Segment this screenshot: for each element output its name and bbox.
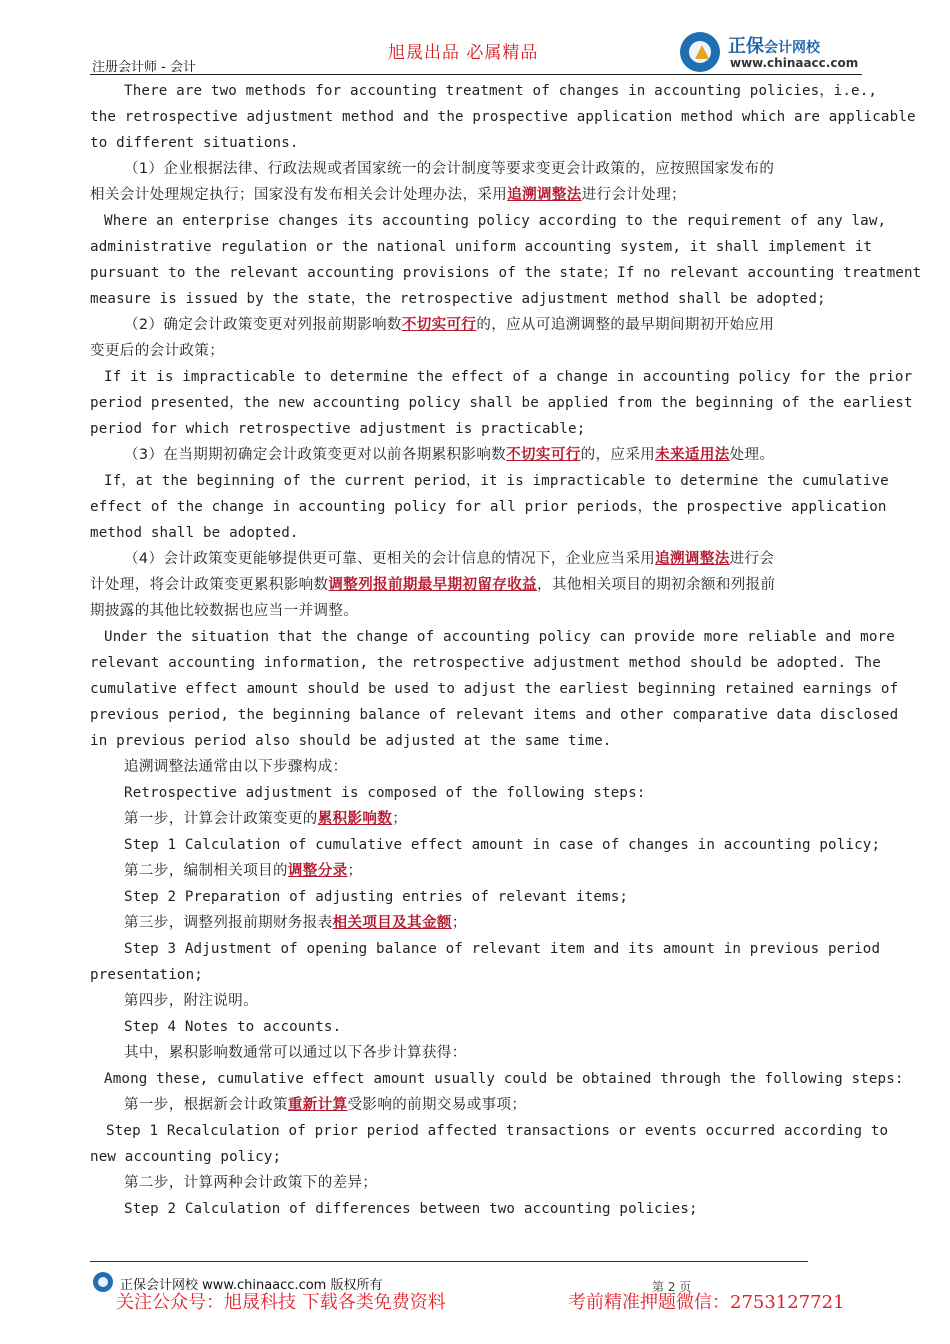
document-body [90, 78, 922, 1222]
highlight-term: 追溯调整法 [507, 187, 582, 203]
text-line: presentation; [90, 967, 203, 983]
text-line: Step 2 Preparation of adjusting entries of relevant items; [124, 889, 629, 905]
text-line: Among these, cumulative effect amount usually could be obtained through the following steps: [104, 1071, 904, 1087]
text-line: Step 3 Adjustment of opening balance of relevant item and its amount in previous period [124, 941, 881, 957]
header-slogan: 旭晟出品 必属精品 [388, 43, 539, 63]
text-line: 第一步，计算会计政策变更的累积影响数； [124, 811, 408, 827]
footer-logo-icon [93, 1272, 113, 1292]
highlight-term: 累积影响数 [317, 811, 393, 827]
text-line: Step 4 Notes to accounts. [124, 1019, 342, 1035]
highlight-term: 重新计算 [287, 1097, 348, 1113]
text-line: the retrospective adjustment method and the prospective application method which are applicable [90, 109, 916, 125]
footer-divider [90, 1261, 808, 1262]
text-line: cumulative effect amount should be used to adjust the earliest beginning retained earnings of [90, 681, 899, 697]
logo-emblem-icon [680, 32, 720, 72]
highlight-term: 未来适用法 [655, 447, 730, 463]
text-line: There are two methods for accounting treatment of changes in accounting policies，i.e., [124, 83, 878, 99]
text-line: previous period, the beginning balance of relevant items and other comparative data disclosed [90, 707, 899, 723]
text-line: to different situations. [90, 135, 299, 151]
logo-title: 正保会计网校 [728, 36, 820, 57]
text-line: If it is impracticable to determine the effect of a change in accounting policy for the prior [104, 369, 913, 385]
highlight-term: 不切实可行 [401, 317, 477, 333]
highlight-term: 调整分录 [287, 863, 348, 879]
header-divider [90, 74, 862, 75]
text-line: 第二步，计算两种会计政策下的差异； [124, 1175, 378, 1191]
text-line: Step 2 Calculation of differences between two accounting policies; [124, 1201, 698, 1217]
promo-wechat-contact: 考前精准押题微信：2753127721 [568, 1292, 845, 1313]
text-line: method shall be adopted. [90, 525, 299, 541]
text-line: 第三步，调整列报前期财务报表相关项目及其金额； [124, 915, 467, 931]
text-line: Retrospective adjustment is composed of the following steps: [124, 785, 646, 801]
text-line: Under the situation that the change of accounting policy can provide more reliable and more [104, 629, 895, 645]
highlight-term: 不切实可行 [506, 447, 581, 463]
promo-wechat-account: 关注公众号：旭晟科技 下载各类免费资料 [116, 1292, 446, 1313]
text-line: （2）确定会计政策变更对列报前期影响数不切实可行的，应从可追溯调整的最早期间期初开始应用 [124, 317, 775, 333]
text-line: period for which retrospective adjustment is practicable; [90, 421, 586, 437]
text-line: period presented，the new accounting policy shall be applied from the beginning of the earliest [90, 395, 913, 411]
page-number: 第 2 页 [652, 1280, 692, 1294]
text-line: If，at the beginning of the current period，it is impracticable to determine the cumulative [104, 473, 889, 489]
footer-copyright: 正保会计网校 www.chinaacc.com 版权所有 [120, 1278, 383, 1293]
text-line: pursuant to the relevant accounting provisions of the state；If no relevant accounting treatment [90, 265, 922, 281]
header-course-title: 注册会计师 - 会计 [92, 60, 196, 75]
text-line: effect of the change in accounting policy for all prior periods，the prospective application [90, 499, 887, 515]
text-line: （3）在当期期初确定会计政策变更对以前各期累积影响数不切实可行的，应采用未来适用法处理。 [124, 447, 775, 463]
text-line: 相关会计处理规定执行；国家没有发布相关会计处理办法，采用追溯调整法进行会计处理； [90, 187, 687, 203]
text-line: Where an enterprise changes its accounting policy according to the requirement of any law, [104, 213, 887, 229]
text-line: in previous period also should be adjusted at the same time. [90, 733, 612, 749]
text-line: Step 1 Calculation of cumulative effect amount in case of changes in accounting policy; [124, 837, 881, 853]
highlight-term: 追溯调整法 [655, 551, 730, 567]
chinaacc-logo [680, 30, 860, 76]
text-line: measure is issued by the state，the retrospective adjustment method shall be adopted; [90, 291, 826, 307]
text-line: 第二步，编制相关项目的调整分录； [124, 863, 363, 879]
text-line: （4）会计政策变更能够提供更可靠、更相关的会计信息的情况下，企业应当采用追溯调整法进行会 [124, 551, 775, 567]
text-line: 计处理，将会计政策变更累积影响数调整列报前期最早期初留存收益，其他相关项目的期初余额和列报前 [90, 577, 776, 593]
text-line: relevant accounting information, the retrospective adjustment method should be adopted. The [90, 655, 881, 671]
text-line: 第四步，附注说明。 [124, 993, 259, 1009]
highlight-term: 相关项目及其金额 [332, 915, 452, 931]
highlight-term: 调整列报前期最早期初留存收益 [328, 577, 538, 593]
text-line: 期披露的其他比较数据也应当一并调整。 [90, 603, 359, 619]
text-line: Step 1 Recalculation of prior period affected transactions or events occurred according to [106, 1123, 889, 1139]
text-line: 追溯调整法通常由以下步骤构成： [124, 759, 348, 775]
text-line: new accounting policy; [90, 1149, 282, 1165]
text-line: administrative regulation or the national uniform accounting system, it shall implement it [90, 239, 873, 255]
text-line: 变更后的会计政策； [90, 343, 225, 359]
text-line: 第一步，根据新会计政策重新计算受影响的前期交易或事项； [124, 1097, 527, 1113]
logo-url: www.chinaacc.com [730, 56, 859, 70]
text-line: （1）企业根据法律、行政法规或者国家统一的会计制度等要求变更会计政策的，应按照国家发布的 [124, 161, 775, 177]
text-line: 其中，累积影响数通常可以通过以下各步计算获得： [124, 1045, 467, 1061]
